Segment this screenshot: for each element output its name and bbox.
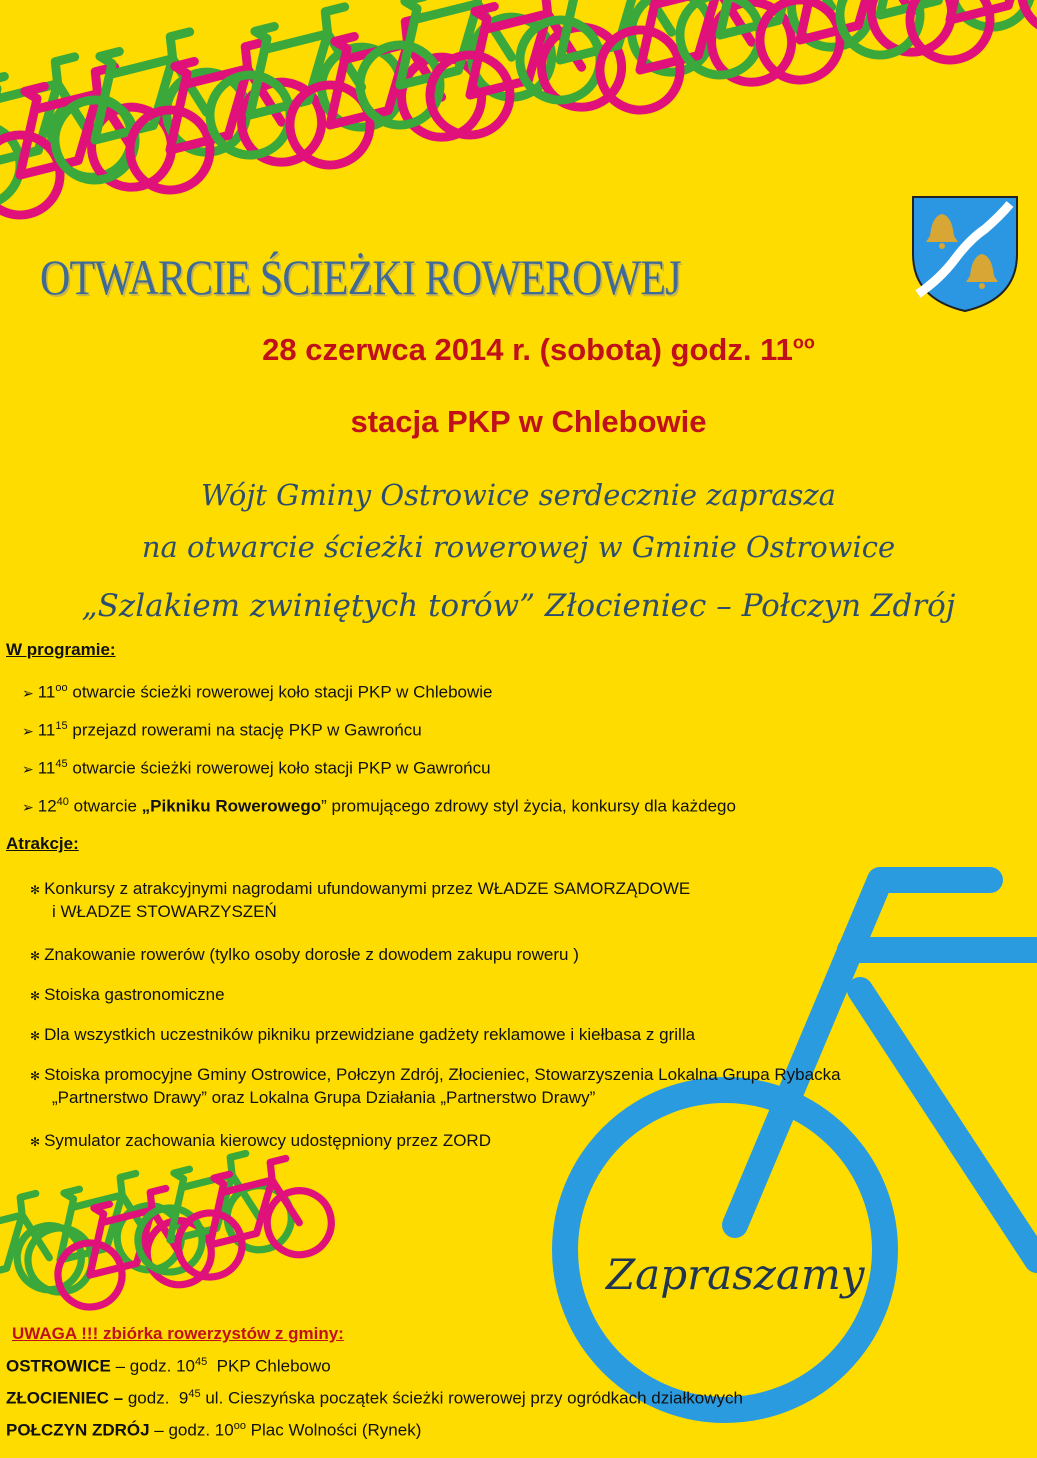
rally-row: OSTROWICE – godz. $10^{45}$ PKP Chlebowo xyxy=(6,1356,331,1376)
asterisk-icon: ✻ xyxy=(30,1068,41,1083)
invitation-line-3: „Szlakiem zwiniętych torów” Złocieniec – Połczyn Zdrój xyxy=(81,588,956,624)
asterisk-icon: ✻ xyxy=(30,882,41,897)
coat-of-arms-icon xyxy=(910,194,1020,314)
rally-row: ZŁOCIENIEC – godz. $9^{45}$ ul. Cieszyńska początek ścieżki rowerowej przy ogródkach działkowych xyxy=(6,1388,743,1408)
attraction-item: ✻ Znakowanie rowerów (tylko osoby dorosłe z dowodem zakupu roweru ) xyxy=(30,945,579,964)
asterisk-icon: ✻ xyxy=(30,988,41,1003)
attraction-item: ✻ Symulator zachowania kierowcy udostępniony przez ZORD xyxy=(30,1131,491,1150)
bike-row-bottom xyxy=(0,1146,338,1318)
event-place: stacja PKP w Chlebowie xyxy=(350,404,707,439)
program-item: ➢ $12^{40}$ otwarcie „Pikniku Rowerowego” promującego zdrowy styl życia, konkursy dla każdego xyxy=(22,796,736,816)
attraction-item: ✻ Stoiska promocyjne Gminy Ostrowice, Połczyn Zdrój, Złocieniec, Stowarzyszenia Lokalna Grupa Rybacka „Partnerstwo Drawy” oraz Lokalna Grupa Działania „Partnerstwo Drawy” xyxy=(30,1065,841,1107)
rally-row: POŁCZYN ZDRÓJ – godz. $10^{oo}$ Plac Wolności (Rynek) xyxy=(6,1420,422,1440)
asterisk-icon: ✻ xyxy=(30,1134,41,1149)
attractions-heading: Atrakcje: xyxy=(6,834,79,853)
arrow-icon: ➢ xyxy=(22,722,34,739)
invitation-line-2: na otwarcie ścieżki rowerowej w Gminie Ostrowice xyxy=(141,530,896,564)
asterisk-icon: ✻ xyxy=(30,1028,41,1043)
attraction-item: ✻ Dla wszystkich uczestników pikniku przewidziane gadżety reklamowe i kiełbasa z grilla xyxy=(30,1025,696,1044)
page-title: OTWARCIE ŚCIEŻKI ROWEROWEJ xyxy=(40,249,681,305)
arrow-icon: ➢ xyxy=(22,684,34,701)
program-item: ➢ $11^{15}$ przejazd rowerami na stację PKP w Gawrońcu xyxy=(22,720,422,740)
arrow-icon: ➢ xyxy=(22,798,34,815)
program-item: ➢ $11^{45}$ otwarcie ścieżki rowerowej koło stacji PKP w Gawrońcu xyxy=(22,758,491,778)
arrow-icon: ➢ xyxy=(22,760,34,777)
invitation-line-1: Wójt Gminy Ostrowice serdecznie zaprasza xyxy=(201,478,836,512)
attraction-item: ✻ Stoiska gastronomiczne xyxy=(30,985,225,1004)
bike-row-top xyxy=(0,0,1037,223)
event-date: 28 czerwca 2014 r. (sobota) godz. $11^{oo}$ xyxy=(262,332,815,367)
notice-heading: UWAGA !!! zbiórka rowerzystów z gminy: xyxy=(12,1324,344,1343)
attraction-item: ✻ Konkursy z atrakcyjnymi nagrodami ufundowanymi przez WŁADZE SAMORZĄDOWE i WŁADZE STOWARZYSZEŃ xyxy=(30,879,691,921)
program-item: ➢ $11^{oo}$ otwarcie ścieżki rowerowej koło stacji PKP w Chlebowie xyxy=(22,682,493,702)
program-heading: W programie: xyxy=(6,640,116,659)
asterisk-icon: ✻ xyxy=(30,948,41,963)
closing-text: Zapraszamy xyxy=(606,1250,865,1299)
large-blue-bike xyxy=(565,880,1037,1410)
